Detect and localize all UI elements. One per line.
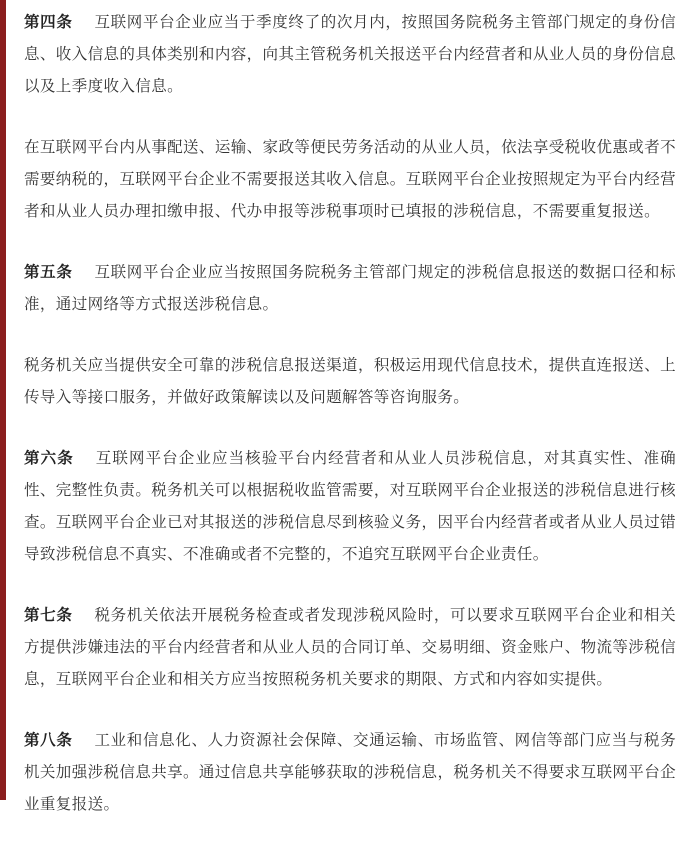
paragraph-text: 税务机关应当提供安全可靠的涉税信息报送渠道，积极运用现代信息技术，提供直连报送、上传导入等接口服务，并做好政策解读以及问题解答等咨询服务。 bbox=[24, 356, 676, 406]
paragraph-article-4-cont bbox=[24, 131, 676, 227]
article-content bbox=[24, 6, 676, 849]
article-heading: 第七条 bbox=[24, 606, 73, 624]
paragraph-text: 税务机关依法开展税务检查或者发现涉税风险时，可以要求互联网平台企业和相关方提供涉嫌违法的平台内经营者和从业人员的合同订单、交易明细、资金账户、物流等涉税信息，互联网平台企业和相关方应当按照税务机关要求的期限、方式和内容如实提供。 bbox=[24, 606, 676, 688]
paragraph-text: 互联网平台企业应当于季度终了的次月内，按照国务院税务主管部门规定的身份信息、收入信息的具体类别和内容，向其主管税务机关报送平台内经营者和从业人员的身份信息以及上季度收入信息。 bbox=[24, 13, 676, 95]
paragraph-article-7 bbox=[24, 599, 676, 695]
paragraph-text: 互联网平台企业应当按照国务院税务主管部门规定的涉税信息报送的数据口径和标准，通过网络等方式报送涉税信息。 bbox=[24, 263, 676, 313]
paragraph-article-4 bbox=[24, 6, 676, 102]
article-heading: 第八条 bbox=[24, 731, 73, 749]
paragraph-article-6 bbox=[24, 442, 676, 570]
article-heading: 第四条 bbox=[24, 13, 73, 31]
paragraph-text: 工业和信息化、人力资源社会保障、交通运输、市场监管、网信等部门应当与税务机关加强涉税信息共享。通过信息共享能够获取的涉税信息，税务机关不得要求互联网平台企业重复报送。 bbox=[24, 731, 676, 813]
article-heading: 第六条 bbox=[24, 449, 74, 467]
paragraph-text: 互联网平台企业应当核验平台内经营者和从业人员涉税信息，对其真实性、准确性、完整性负责。税务机关可以根据税收监管需要，对互联网平台企业报送的涉税信息进行核查。互联网平台企业已对其报送的涉税信息尽到核验义务，因平台内经营者或者从业人员过错导致涉税信息不真实、不准确或者不完整的，不追究互联网平台企业责任。 bbox=[24, 449, 676, 563]
article-heading: 第五条 bbox=[24, 263, 73, 281]
paragraph-text: 在互联网平台内从事配送、运输、家政等便民劳务活动的从业人员，依法享受税收优惠或者不需要纳税的，互联网平台企业不需要报送其收入信息。互联网平台企业按照规定为平台内经营者和从业人员办理扣缴申报、代办申报等涉税事项时已填报的涉税信息，不需要重复报送。 bbox=[24, 138, 676, 220]
paragraph-article-5-cont bbox=[24, 349, 676, 413]
paragraph-article-5 bbox=[24, 256, 676, 320]
left-accent-bar bbox=[0, 0, 6, 800]
paragraph-article-8 bbox=[24, 724, 676, 820]
